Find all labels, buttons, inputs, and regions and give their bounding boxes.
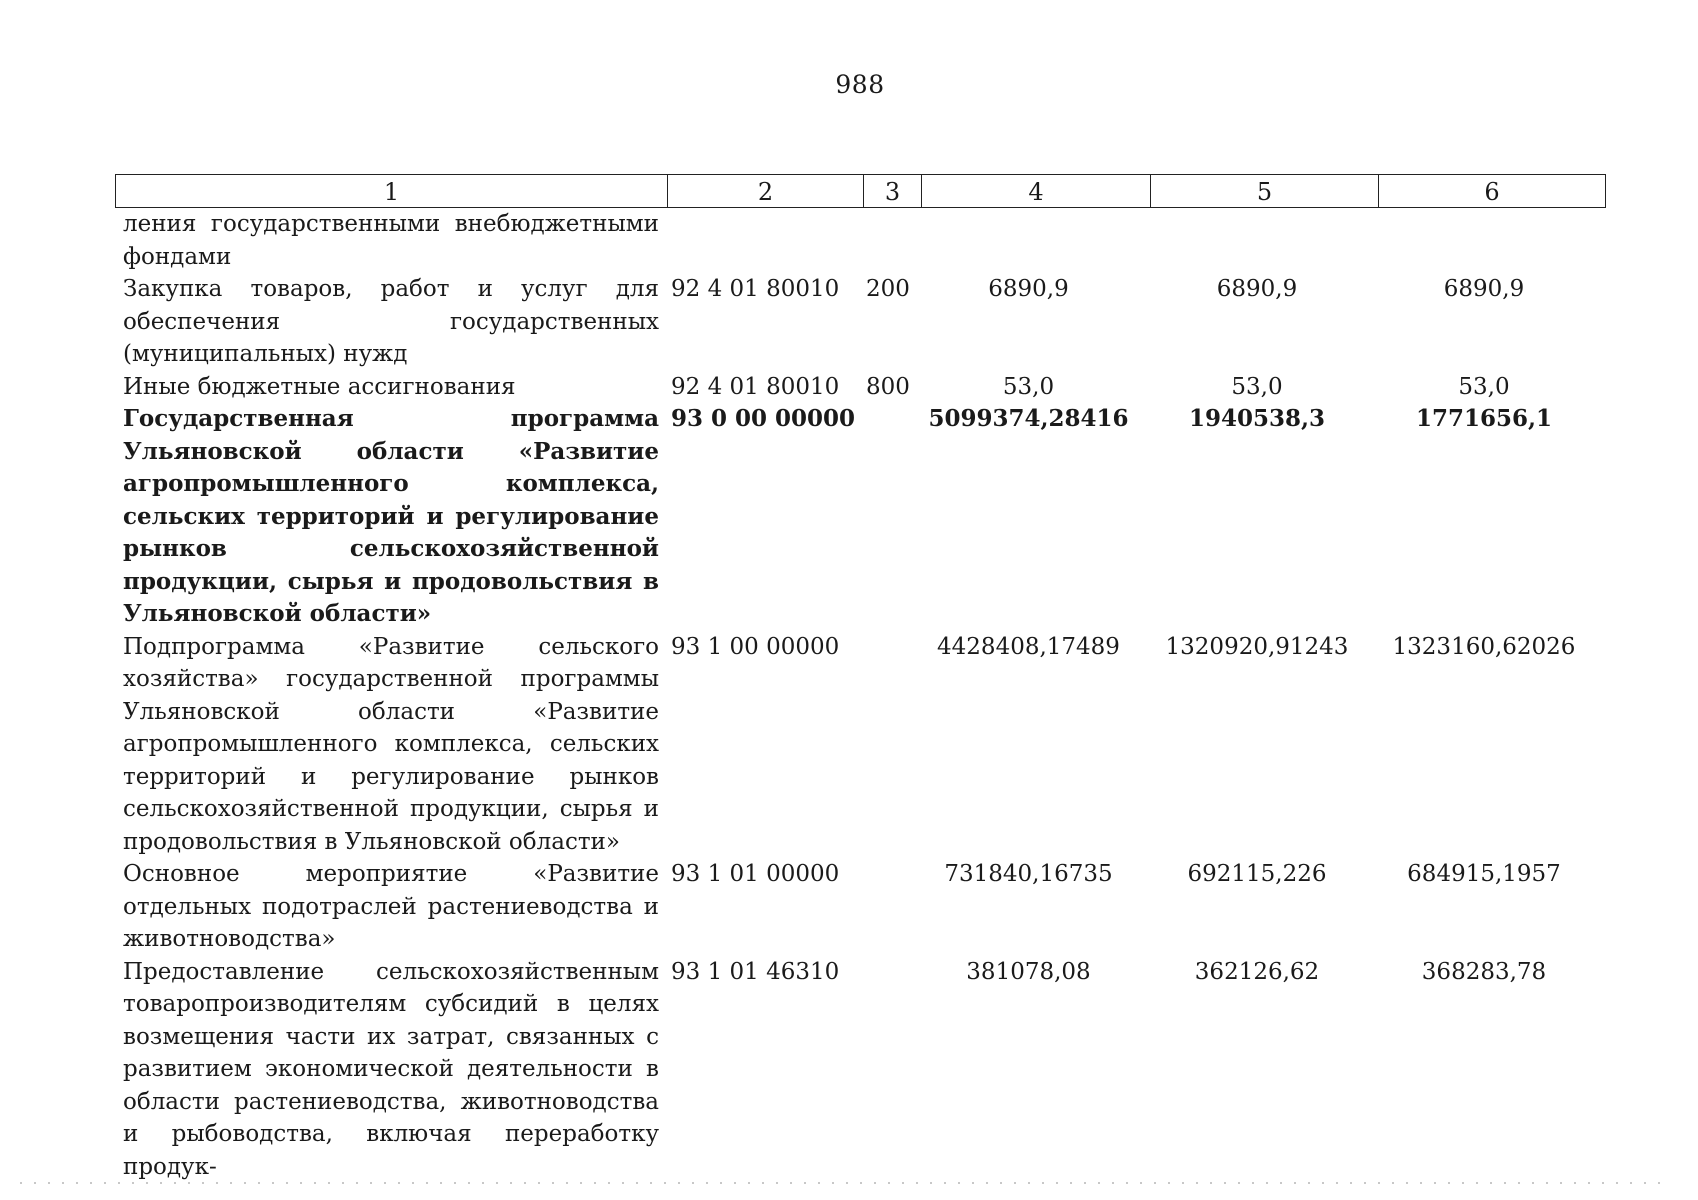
row-code: 93 1 00 00000	[671, 633, 840, 660]
row-value-6: 684915,1957	[1407, 861, 1561, 887]
row-name: Основное мероприятие «Развитие отдельных подотраслей растениеводства и животноводства»	[123, 861, 659, 952]
header-col-2: 2	[668, 175, 864, 207]
header-col-3: 3	[864, 175, 922, 207]
row-expense-type	[856, 208, 914, 273]
row-value-5: 1940538,3	[1188, 405, 1326, 432]
row-name: Иные бюджетные ассигнования	[123, 373, 516, 400]
scan-artifact-line	[20, 1182, 1670, 1184]
row-value-5: 692115,226	[1187, 861, 1327, 887]
row-value-5: 362126,62	[1194, 958, 1320, 985]
table-row	[123, 956, 1597, 1184]
row-value-4	[914, 208, 1143, 273]
row-value-4: 731840,16735	[944, 861, 1113, 887]
table-row-program	[123, 403, 1597, 631]
table-row	[123, 273, 1597, 371]
header-col-5: 5	[1151, 175, 1379, 207]
header-col-1: 1	[116, 175, 668, 207]
row-expense-type	[856, 403, 914, 631]
row-value-5: 6890,9	[1216, 276, 1298, 302]
row-value-5: 1320920,91243	[1165, 633, 1349, 660]
row-name: Предоставление сельскохозяйственным товаропроизводителям субсидий в целях возмещения части их затрат, связанных с развитием экономической деятельности в области растениеводства, животноводства и рыбоводства, включая переработку продук-	[123, 958, 659, 1180]
row-value-4: 381078,08	[966, 958, 1091, 985]
row-value-6: 1323160,62026	[1392, 633, 1576, 660]
row-expense-type	[856, 858, 914, 956]
table-row	[123, 371, 1597, 404]
row-value-6: 368283,78	[1421, 958, 1547, 985]
table-row	[123, 858, 1597, 956]
row-value-4: 53,0	[1002, 373, 1055, 400]
row-code	[659, 208, 856, 273]
row-name: Закупка товаров, работ и услуг для обеспечения государственных (муниципальных) нужд	[123, 276, 659, 367]
page-number: 988	[835, 70, 885, 99]
header-col-6: 6	[1484, 178, 1500, 206]
header-col-4: 4	[922, 175, 1151, 207]
row-name: Государственная программа Ульяновской области «Развитие агропромышленного комплекса, сельских территорий и регулирование рынков сельскохозяйственной продукции, сырья и продовольствия в Ульяновской области»	[123, 405, 659, 627]
row-name: ления государственными внебюджетными фондами	[123, 211, 659, 270]
row-value-6: 1771656,1	[1415, 405, 1553, 432]
row-value-6: 6890,9	[1443, 276, 1525, 302]
row-code: 93 0 00 00000	[671, 405, 856, 432]
row-expense-type: 200	[866, 276, 910, 302]
table-row	[123, 208, 1597, 273]
row-value-5	[1143, 208, 1371, 273]
row-value-6	[1371, 208, 1597, 273]
row-code: 93 1 01 00000	[671, 861, 840, 887]
table-header	[115, 174, 1606, 208]
row-code: 93 1 01 46310	[671, 958, 840, 985]
row-expense-type	[856, 956, 914, 1184]
row-value-5: 53,0	[1231, 373, 1283, 400]
table-row	[123, 631, 1597, 859]
row-expense-type: 800	[866, 373, 910, 400]
row-value-6: 53,0	[1458, 373, 1510, 400]
row-value-4: 5099374,28416	[928, 405, 1129, 432]
row-code: 92 4 01 80010	[671, 373, 840, 400]
row-expense-type	[856, 631, 914, 859]
row-value-4: 4428408,17489	[937, 633, 1120, 660]
row-value-4: 6890,9	[988, 276, 1069, 302]
table-body	[123, 208, 1597, 1183]
row-name: Подпрограмма «Развитие сельского хозяйства» государственной программы Ульяновской области «Развитие агропромышленного комплекса, сельских территорий и регулирование рынков сельскохозяйственной продукции, сырья и продовольствия в Ульяновской области»	[123, 633, 659, 855]
row-code: 92 4 01 80010	[671, 276, 840, 302]
